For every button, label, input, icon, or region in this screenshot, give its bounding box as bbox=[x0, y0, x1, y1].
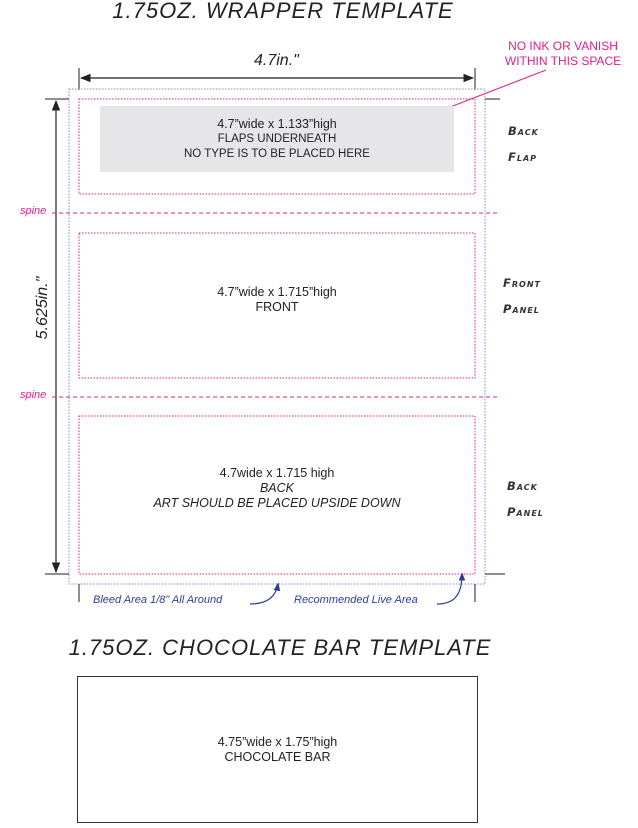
spine-label-top: spine bbox=[20, 205, 47, 217]
height-label: 5.625in." bbox=[34, 276, 51, 340]
back-flap-side-label-1: Back bbox=[508, 124, 539, 138]
chocolate-bar-size: 4.75”wide x 1.75”high bbox=[217, 734, 338, 749]
no-ink-note bbox=[497, 39, 629, 69]
width-label: 4.7in." bbox=[254, 52, 299, 69]
front-panel-name: FRONT bbox=[255, 300, 299, 314]
wrapper-title: 1.75OZ. WRAPPER TEMPLATE bbox=[112, 0, 454, 23]
back-panel-side-label bbox=[507, 473, 544, 525]
back-panel-note: ART SHOULD BE PLACED UPSIDE DOWN bbox=[153, 495, 401, 510]
back-flap-note-2: NO TYPE IS TO BE PLACED HERE bbox=[184, 147, 370, 160]
back-flap-size: 4.7”wide x 1.133”high bbox=[217, 116, 337, 131]
back-panel-size: 4.7wide x 1.715 high bbox=[219, 465, 335, 480]
live-area-note: Recommended Live Area bbox=[294, 594, 418, 606]
bar-title: 1.75OZ. CHOCOLATE BAR TEMPLATE bbox=[68, 635, 492, 660]
back-panel-name: BACK bbox=[259, 480, 295, 495]
front-panel-size: 4.7”wide x 1.715”high bbox=[217, 285, 337, 299]
back-panel-side-label-2: Panel bbox=[507, 505, 544, 519]
back-panel-text bbox=[79, 463, 475, 513]
front-panel-text bbox=[79, 280, 475, 320]
front-panel-side-label bbox=[503, 270, 541, 322]
live-arrow bbox=[437, 574, 462, 604]
back-flap-text bbox=[100, 106, 454, 172]
front-panel-side-label-1: Front bbox=[503, 276, 541, 290]
bleed-area-note: Bleed Area 1/8" All Around bbox=[93, 594, 223, 606]
chocolate-bar-name: CHOCOLATE BAR bbox=[224, 749, 331, 764]
back-flap-note-1: FLAPS UNDERNEATH bbox=[217, 132, 337, 145]
width-dimension bbox=[79, 68, 475, 90]
spine-label-bottom: spine bbox=[20, 389, 47, 401]
bleed-arrow bbox=[250, 584, 278, 604]
back-panel-side-label-1: Back bbox=[507, 479, 538, 493]
chocolate-bar-text bbox=[77, 676, 478, 823]
back-flap-side-label-2: Flap bbox=[508, 150, 538, 164]
no-ink-note-line-1: NO INK OR VANISH bbox=[508, 39, 618, 53]
back-flap-side-label bbox=[508, 118, 539, 170]
no-ink-note-line-2: WITHIN THIS SPACE bbox=[504, 54, 622, 68]
front-panel-side-label-2: Panel bbox=[503, 302, 540, 316]
